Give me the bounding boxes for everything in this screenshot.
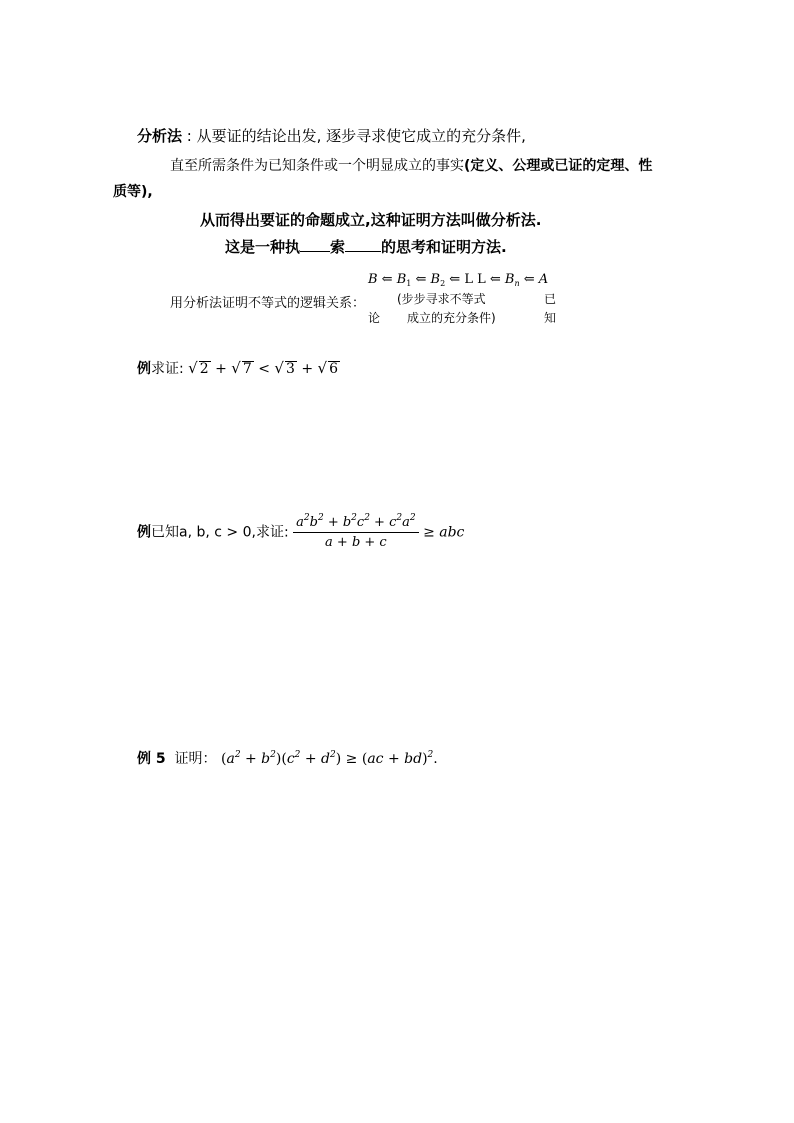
- blank-2: [345, 237, 381, 252]
- term-analysis-method: 分析法: [137, 127, 183, 145]
- definition-line-3: 质等),: [113, 184, 153, 200]
- example-1-formula: √ 2 + √ 7 < √ 3 + √ 6: [188, 359, 339, 377]
- example-5-label: 例 5: [137, 751, 166, 767]
- logic-chain: B ⇐ $B_1$ ⇐ $B_2$ ⇐ L L ⇐ $B_n$ ⇐ A: [368, 272, 549, 288]
- fill-in-line: [225, 236, 507, 257]
- example-5-prompt: 证明：: [174, 751, 217, 767]
- logic-right-note-2: 知: [544, 311, 557, 325]
- fill-in-part-a: 这是一种执: [225, 238, 301, 256]
- definition-line-1: 从要证的结论出发, 逐步寻求使它成立的充分条件,: [196, 127, 526, 145]
- example-2-label: 例: [137, 524, 151, 541]
- example-1-prompt: 求证:: [151, 361, 184, 377]
- example-2-prompt: 已知a, b, c > 0,求证:: [151, 524, 289, 541]
- definition-line-2-bold: (定义、公理或已证的定理、性: [464, 158, 653, 174]
- example-5: [137, 748, 438, 768]
- conclusion-line: 从而得出要证的命题成立,这种证明方法叫做分析法.: [200, 211, 542, 229]
- logic-left-note: 论: [368, 311, 381, 325]
- logic-middle-note-1: (步步寻求不等式: [397, 292, 486, 306]
- example-2: [137, 515, 464, 550]
- definition-line-2: [170, 155, 652, 175]
- logic-right-note-1: 已: [544, 292, 557, 306]
- example-1-label: 例: [137, 361, 151, 377]
- example-1: [137, 358, 340, 378]
- analysis-method-definition: 分析法 : 从要证的结论出发, 逐步寻求使它成立的充分条件,: [137, 127, 526, 145]
- example-2-rhs: ≥ abc: [423, 524, 465, 541]
- logic-middle-note-2: 成立的充分条件): [407, 311, 496, 325]
- definition-line-2-text: 直至所需条件为已知条件或一个明显成立的事实: [170, 158, 464, 174]
- fill-in-part-b: 索: [330, 238, 346, 256]
- logic-label: 用分析法证明不等式的逻辑关系：: [170, 296, 366, 311]
- example-5-formula: $(a^2 + b^2)(c^2 + d^2) \ge (ac + bd)^2$.: [220, 750, 438, 767]
- fill-in-part-c: 的思考和证明方法.: [381, 238, 507, 256]
- example-2-fraction: $\frac{a^2b^2 + b^2c^2 + c^2a^2}{a + b + c}$: [293, 515, 418, 550]
- blank-1: [300, 237, 330, 252]
